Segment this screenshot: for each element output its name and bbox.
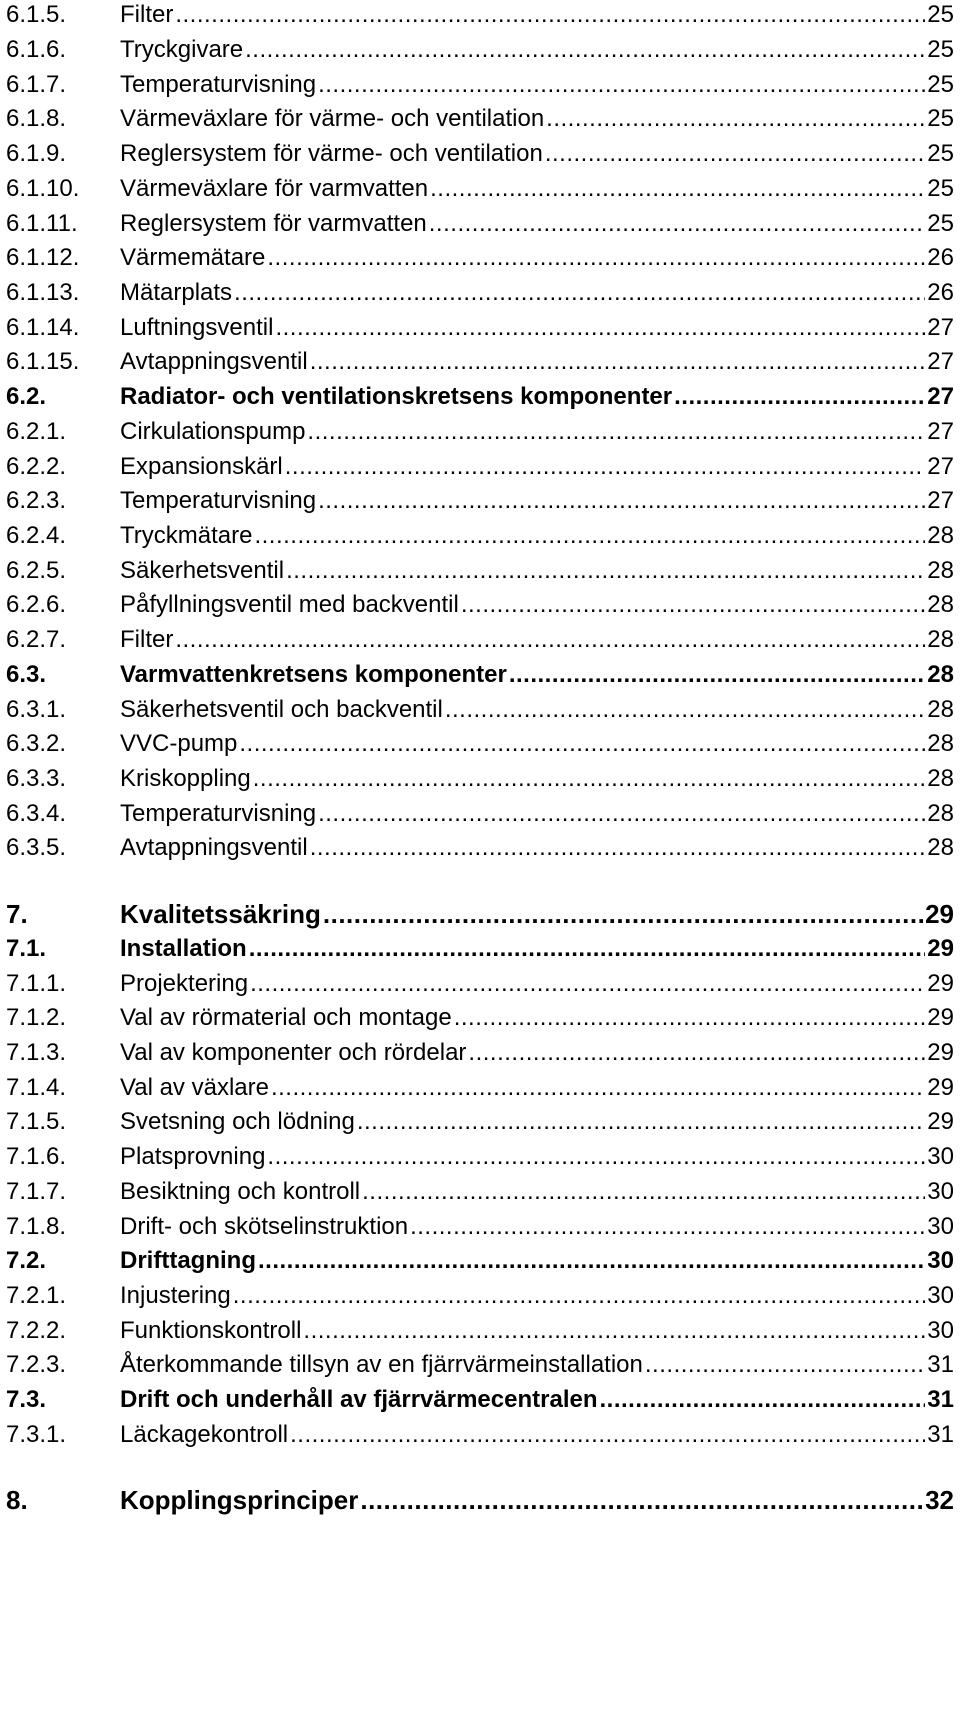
toc-entry-title: Drift och underhåll av fjärrvärmecentralen <box>120 1386 598 1413</box>
toc-entry-6-1-9[interactable] <box>6 136 954 172</box>
toc-entry-page: 32 <box>925 1485 954 1515</box>
toc-entry-number: 6.3.1. <box>6 696 67 723</box>
dot-leader <box>674 379 925 415</box>
dot-leader <box>303 1313 925 1349</box>
toc-entry-7-2-3[interactable] <box>6 1347 954 1383</box>
dot-leader <box>310 830 926 866</box>
toc-entry-6-3-4[interactable] <box>6 796 954 832</box>
toc-entry-6-1-11[interactable] <box>6 206 954 242</box>
toc-entry-number: 6.1.15. <box>6 348 80 375</box>
toc-entry-title: Kvalitetssäkring <box>120 899 321 929</box>
toc-entry-title: Reglersystem för värme- och ventilation <box>120 140 543 167</box>
toc-entry-page: 29 <box>927 970 954 997</box>
toc-entry-title: Återkommande tillsyn av en fjärrvärmeinstallation <box>120 1351 643 1378</box>
toc-entry-6-3-5[interactable] <box>6 830 954 866</box>
toc-entry-page: 25 <box>927 36 954 63</box>
toc-entry-7-1-6[interactable] <box>6 1139 954 1175</box>
toc-entry-number: 6.2.2. <box>6 453 67 480</box>
toc-entry-number: 6.3.4. <box>6 800 67 827</box>
toc-entry-page: 30 <box>927 1282 954 1309</box>
toc-entry-title: Värmeväxlare för varmvatten <box>120 175 429 202</box>
toc-entry-number: 7.1.8. <box>6 1213 67 1240</box>
toc-entry-6-1-10[interactable] <box>6 171 954 207</box>
dot-leader <box>286 553 925 589</box>
toc-entry-page: 30 <box>927 1143 954 1170</box>
toc-entry-title: Tryckmätare <box>120 522 253 549</box>
toc-entry-number: 6.3.3. <box>6 765 67 792</box>
toc-entry-title: Expansionskärl <box>120 453 283 480</box>
toc-entry-page: 30 <box>927 1178 954 1205</box>
toc-entry-7-3-1[interactable] <box>6 1417 954 1453</box>
toc-entry-6-2-3[interactable] <box>6 483 954 519</box>
toc-entry-6-1-7[interactable] <box>6 67 954 103</box>
toc-entry-number: 7. <box>6 899 28 929</box>
toc-entry-number: 7.2.1. <box>6 1282 67 1309</box>
dot-leader <box>362 1174 925 1210</box>
toc-entry-number: 8. <box>6 1485 28 1515</box>
toc-entry-number: 6.1.5. <box>6 1 67 28</box>
dot-leader <box>275 310 925 346</box>
toc-entry-title: Drift- och skötselinstruktion <box>120 1213 409 1240</box>
toc-entry-title: Installation <box>120 935 247 962</box>
dot-leader <box>245 32 925 68</box>
toc-entry-number: 6.2.6. <box>6 591 67 618</box>
toc-entry-page: 30 <box>927 1213 954 1240</box>
dot-leader <box>430 171 925 207</box>
toc-entry-number: 6.3.5. <box>6 834 67 861</box>
dot-leader <box>445 692 925 728</box>
toc-entry-page: 26 <box>927 279 954 306</box>
toc-entry-title: Tryckgivare <box>120 36 244 63</box>
dot-leader <box>545 136 925 172</box>
toc-entry-title: Val av växlare <box>120 1074 269 1101</box>
toc-entry-number: 7.3.1. <box>6 1421 67 1448</box>
toc-entry-title: Säkerhetsventil och backventil <box>120 696 443 723</box>
toc-entry-6-1-5[interactable] <box>6 0 954 33</box>
toc-entry-page: 29 <box>927 935 954 962</box>
toc-entry-page: 27 <box>927 383 954 410</box>
toc-entry-number: 7.1. <box>6 935 47 962</box>
toc-entry-title: Platsprovning <box>120 1143 266 1170</box>
toc-entry-page: 25 <box>927 210 954 237</box>
toc-entry-page: 25 <box>927 105 954 132</box>
toc-entry-title: Projektering <box>120 970 249 997</box>
toc-entry-number: 6.2.5. <box>6 557 67 584</box>
dot-leader <box>468 1035 925 1071</box>
toc-entry-number: 7.1.7. <box>6 1178 67 1205</box>
toc-entry-title: Besiktning och kontroll <box>120 1178 361 1205</box>
toc-entry-page: 25 <box>927 175 954 202</box>
toc-entry-number: 6.1.13. <box>6 279 80 306</box>
toc-entry-number: 7.1.3. <box>6 1039 67 1066</box>
toc-entry-page: 31 <box>927 1351 954 1378</box>
toc-entry-number: 6.2.1. <box>6 418 67 445</box>
dot-leader <box>307 414 925 450</box>
toc-entry-6-2-1[interactable] <box>6 414 954 450</box>
toc-entry-page: 29 <box>925 899 954 929</box>
toc-entry-number: 7.1.1. <box>6 970 67 997</box>
toc-entry-page: 31 <box>927 1386 954 1413</box>
toc-entry-6-2-7[interactable] <box>6 622 954 658</box>
dot-leader <box>267 240 925 276</box>
toc-entry-7-1-4[interactable] <box>6 1070 954 1106</box>
toc-entry-6-2-5[interactable] <box>6 553 954 589</box>
dot-leader <box>410 1209 925 1245</box>
toc-entry-7-1-2[interactable] <box>6 1000 954 1036</box>
dot-leader <box>645 1347 925 1383</box>
toc-entry-page: 29 <box>927 1004 954 1031</box>
toc-entry-page: 28 <box>927 522 954 549</box>
dot-leader <box>357 1104 925 1140</box>
toc-entry-7-1-5[interactable] <box>6 1104 954 1140</box>
dot-leader <box>254 518 925 554</box>
toc-entry-7[interactable] <box>6 896 954 932</box>
toc-entry-6-1-13[interactable] <box>6 275 954 311</box>
toc-entry-page: 27 <box>927 314 954 341</box>
dot-leader <box>454 1000 926 1036</box>
dot-leader <box>318 796 925 832</box>
toc-entry-title: Temperaturvisning <box>120 800 317 827</box>
toc-entry-page: 30 <box>927 1247 954 1274</box>
dot-leader <box>249 931 926 967</box>
dot-leader <box>310 344 926 380</box>
toc-entry-number: 7.1.2. <box>6 1004 67 1031</box>
toc-entry-7-1-7[interactable] <box>6 1174 954 1210</box>
toc-entry-title: Temperaturvisning <box>120 71 317 98</box>
toc-entry-page: 25 <box>927 71 954 98</box>
toc-entry-6-2-6[interactable] <box>6 587 954 623</box>
toc-entry-title: Påfyllningsventil med backventil <box>120 591 459 618</box>
toc-entry-number: 6.1.8. <box>6 105 67 132</box>
toc-entry-title: Radiator- och ventilationskretsens komponenter <box>120 383 673 410</box>
dot-leader <box>429 206 926 242</box>
toc-entry-title: Cirkulationspump <box>120 418 306 445</box>
toc-entry-page: 25 <box>927 140 954 167</box>
toc-entry-number: 7.2.3. <box>6 1351 67 1378</box>
toc-entry-page: 28 <box>927 591 954 618</box>
toc-entry-6-3-3[interactable] <box>6 761 954 797</box>
toc-entry-number: 7.3. <box>6 1386 47 1413</box>
dot-leader <box>253 761 926 797</box>
toc-entry-6-1-8[interactable] <box>6 101 954 137</box>
dot-leader <box>323 896 923 932</box>
toc-entry-6-1-14[interactable] <box>6 310 954 346</box>
dot-leader <box>546 101 925 137</box>
toc-entry-page: 28 <box>927 834 954 861</box>
toc-entry-title: Drifttagning <box>120 1247 256 1274</box>
toc-entry-number: 6.2. <box>6 383 47 410</box>
toc-entry-page: 28 <box>927 626 954 653</box>
toc-entry-title: Värmeväxlare för värme- och ventilation <box>120 105 545 132</box>
toc-entry-title: Injustering <box>120 1282 231 1309</box>
toc-entry-number: 6.1.9. <box>6 140 67 167</box>
toc-entry-page: 28 <box>927 800 954 827</box>
toc-entry-number: 7.1.6. <box>6 1143 67 1170</box>
toc-entry-8[interactable] <box>6 1482 954 1518</box>
dot-leader <box>271 1070 925 1106</box>
toc-entry-title: Temperaturvisning <box>120 487 317 514</box>
dot-leader <box>175 0 925 33</box>
dot-leader <box>267 1139 925 1175</box>
toc-entry-page: 29 <box>927 1074 954 1101</box>
toc-entry-title: Läckagekontroll <box>120 1421 289 1448</box>
toc-entry-number: 6.1.10. <box>6 175 80 202</box>
toc-entry-title: Kopplingsprinciper <box>120 1485 359 1515</box>
toc-entry-title: Reglersystem för varmvatten <box>120 210 427 237</box>
toc-entry-number: 6.1.7. <box>6 71 67 98</box>
toc-entry-6-3-1[interactable] <box>6 692 954 728</box>
toc-entry-number: 7.1.4. <box>6 1074 67 1101</box>
toc-entry-7-1-8[interactable] <box>6 1209 954 1245</box>
toc-entry-page: 27 <box>927 418 954 445</box>
toc-entry-title: Svetsning och lödning <box>120 1108 355 1135</box>
toc-entry-6-2-4[interactable] <box>6 518 954 554</box>
toc-entry-number: 7.1.5. <box>6 1108 67 1135</box>
toc-entry-number: 6.3.2. <box>6 730 67 757</box>
toc-entry-number: 6.1.6. <box>6 36 67 63</box>
toc-entry-number: 6.1.12. <box>6 244 80 271</box>
toc-entry-page: 29 <box>927 1039 954 1066</box>
toc-entry-title: Val av rörmaterial och montage <box>120 1004 452 1031</box>
toc-entry-page: 28 <box>927 730 954 757</box>
dot-leader <box>250 966 925 1002</box>
toc-entry-7-1-3[interactable] <box>6 1035 954 1071</box>
toc-entry-title: Avtappningsventil <box>120 834 308 861</box>
toc-entry-page: 27 <box>927 487 954 514</box>
toc-entry-7-3[interactable] <box>6 1382 954 1418</box>
toc-entry-number: 7.2.2. <box>6 1317 67 1344</box>
toc-entry-6-1-12[interactable] <box>6 240 954 276</box>
toc-entry-7-2-2[interactable] <box>6 1313 954 1349</box>
dot-leader <box>360 1482 923 1518</box>
toc-entry-title: Funktionskontroll <box>120 1317 302 1344</box>
toc-entry-7-2-1[interactable] <box>6 1278 954 1314</box>
toc-entry-page: 29 <box>927 1108 954 1135</box>
toc-entry-6-2-2[interactable] <box>6 449 954 485</box>
toc-entry-number: 6.2.3. <box>6 487 67 514</box>
dot-leader <box>318 483 925 519</box>
toc-entry-number: 6.2.4. <box>6 522 67 549</box>
dot-leader <box>290 1417 925 1453</box>
toc-entry-title: Val av komponenter och rördelar <box>120 1039 467 1066</box>
dot-leader <box>509 657 925 693</box>
toc-entry-title: Filter <box>120 626 174 653</box>
toc-entry-page: 25 <box>927 1 954 28</box>
toc-entry-7-1[interactable] <box>6 931 954 967</box>
toc-entry-7-1-1[interactable] <box>6 966 954 1002</box>
toc-entry-7-2[interactable] <box>6 1243 954 1279</box>
toc-entry-title: Filter <box>120 1 174 28</box>
toc-entry-6-3[interactable] <box>6 657 954 693</box>
dot-leader <box>234 275 925 311</box>
dot-leader <box>239 726 925 762</box>
toc-entry-page: 28 <box>927 765 954 792</box>
toc-entry-page: 27 <box>927 453 954 480</box>
toc-entry-page: 28 <box>927 557 954 584</box>
toc-entry-number: 6.3. <box>6 661 47 688</box>
toc-entry-number: 6.1.14. <box>6 314 80 341</box>
toc-entry-page: 31 <box>927 1421 954 1448</box>
toc-entry-number: 6.2.7. <box>6 626 67 653</box>
toc-entry-number: 7.2. <box>6 1247 47 1274</box>
dot-leader <box>258 1243 925 1279</box>
toc-entry-page: 30 <box>927 1317 954 1344</box>
toc-entry-page: 28 <box>927 661 954 688</box>
toc-entry-page: 26 <box>927 244 954 271</box>
toc-entry-6-1-15[interactable] <box>6 344 954 380</box>
toc-entry-title: VVC-pump <box>120 730 238 757</box>
toc-entry-number: 6.1.11. <box>6 210 78 237</box>
dot-leader <box>233 1278 926 1314</box>
toc-entry-6-1-6[interactable] <box>6 32 954 68</box>
toc-entry-page: 27 <box>927 348 954 375</box>
toc-entry-title: Mätarplats <box>120 279 233 306</box>
dot-leader <box>461 587 925 623</box>
toc-entry-6-3-2[interactable] <box>6 726 954 762</box>
dot-leader <box>318 67 925 103</box>
dot-leader <box>175 622 925 658</box>
toc-entry-title: Kriskoppling <box>120 765 251 792</box>
dot-leader <box>600 1382 926 1418</box>
toc-entry-title: Luftningsventil <box>120 314 274 341</box>
toc-entry-title: Avtappningsventil <box>120 348 308 375</box>
dot-leader <box>285 449 926 485</box>
toc-entry-title: Säkerhetsventil <box>120 557 285 584</box>
toc-entry-page: 28 <box>927 696 954 723</box>
toc-entry-title: Värmemätare <box>120 244 266 271</box>
toc-entry-6-2[interactable] <box>6 379 954 415</box>
toc-entry-title: Varmvattenkretsens komponenter <box>120 661 507 688</box>
